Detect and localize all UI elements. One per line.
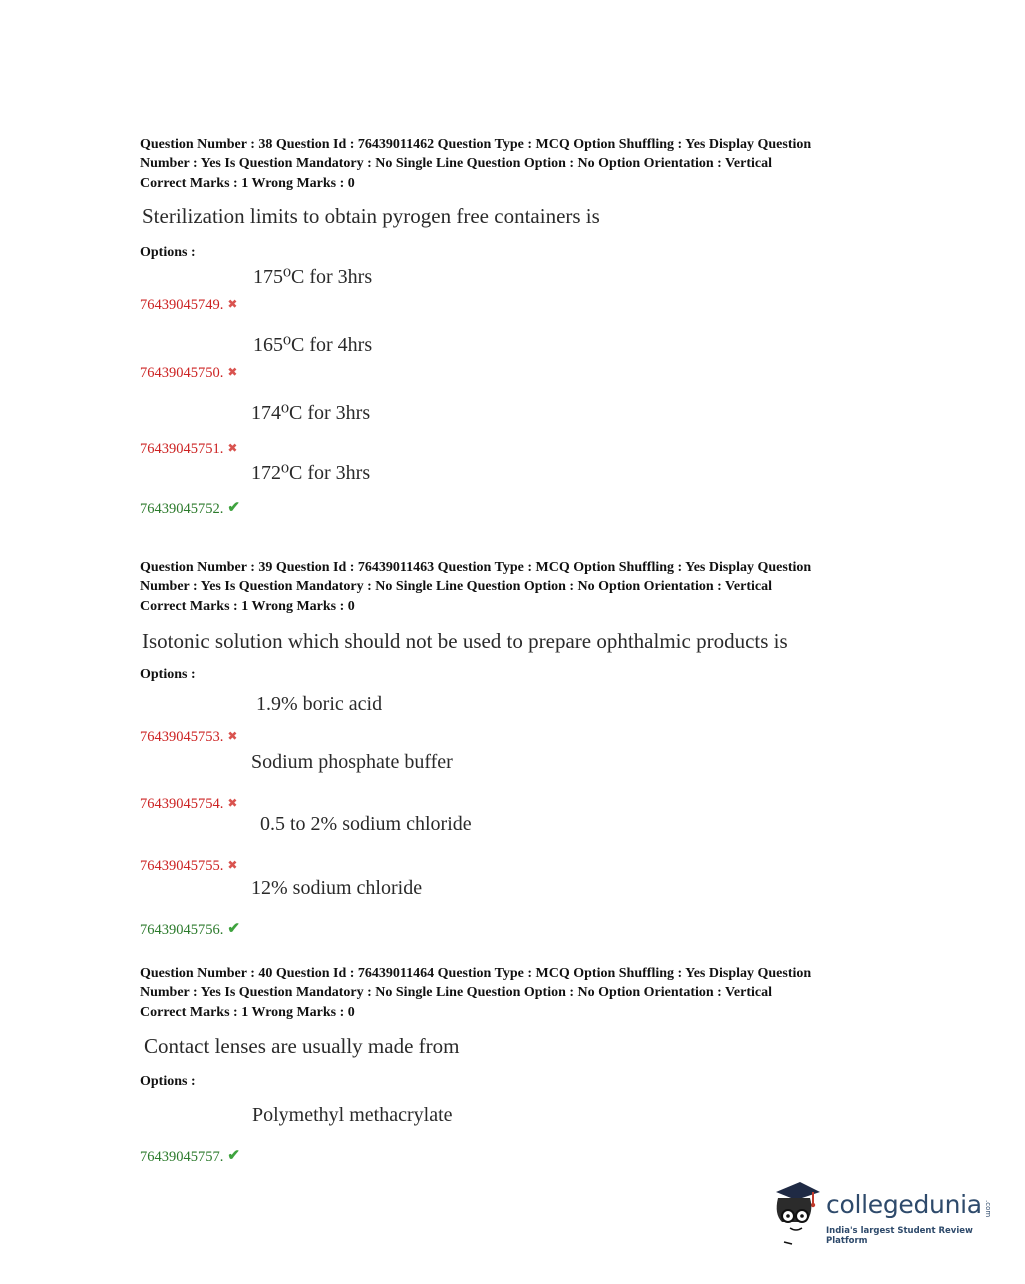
- question-text: Isotonic solution which should not be used to prepare ophthalmic products is: [142, 629, 788, 653]
- option-id: 76439045756. ✔: [140, 921, 240, 938]
- option-item: [140, 332, 740, 382]
- check-icon: ✔: [227, 500, 240, 516]
- option-text: 0.5 to 2% sodium chloride: [260, 813, 472, 835]
- question-meta: Question Number : 40 Question Id : 76439011464 Question Type : MCQ Option Shuffling : Yes Display Question Number : Yes Is Question Mandatory : No Single Line Question Option : No Option Orientation : Vertical Correct Marks : 1 Wrong Marks : 0: [140, 966, 812, 1020]
- option-item: [140, 813, 740, 874]
- option-text: 12% sodium chloride: [251, 877, 423, 899]
- question-block: [140, 559, 880, 938]
- cross-icon: ✖: [227, 858, 238, 872]
- cross-icon: ✖: [227, 365, 238, 379]
- option-item: [140, 751, 740, 812]
- logo-wordmark: collegedunia: [826, 1190, 982, 1219]
- check-icon: ✔: [227, 921, 240, 937]
- options-label: Options :: [140, 1074, 196, 1089]
- logo-tagline: India's largest Student Review Platform: [826, 1226, 973, 1246]
- option-item: [140, 877, 740, 938]
- option-id: 76439045750. ✖: [140, 365, 238, 381]
- option-text: 174⁰C for 3hrs: [251, 402, 371, 424]
- question-text: Sterilization limits to obtain pyrogen free containers is: [142, 204, 600, 228]
- option-item: [140, 400, 740, 457]
- option-id: 76439045752. ✔: [140, 500, 240, 517]
- option-text: 1.9% boric acid: [256, 693, 383, 715]
- option-text: Polymethyl methacrylate: [252, 1104, 453, 1126]
- cross-icon: ✖: [227, 796, 238, 810]
- option-item: [140, 264, 740, 314]
- question-block: [140, 136, 880, 517]
- option-id: 76439045757. ✔: [140, 1148, 240, 1165]
- option-id: 76439045755. ✖: [140, 858, 238, 874]
- question-meta: Question Number : 39 Question Id : 76439011463 Question Type : MCQ Option Shuffling : Yes Display Question Number : Yes Is Question Mandatory : No Single Line Question Option : No Option Orientation : Vertical Correct Marks : 1 Wrong Marks : 0: [140, 560, 812, 614]
- option-id: 76439045754. ✖: [140, 796, 238, 812]
- option-text: 172⁰C for 3hrs: [251, 462, 371, 484]
- question-block: [140, 965, 880, 1165]
- question-text: Contact lenses are usually made from: [144, 1034, 460, 1058]
- cross-icon: ✖: [227, 729, 238, 743]
- option-id: 76439045749. ✖: [140, 297, 238, 313]
- option-id: 76439045753. ✖: [140, 729, 238, 745]
- option-item: [140, 693, 740, 743]
- options-label: Options :: [140, 245, 196, 260]
- check-icon: ✔: [227, 1148, 240, 1164]
- mascot-icon: [766, 1176, 826, 1252]
- cross-icon: ✖: [227, 441, 238, 455]
- logo-suffix: .com: [984, 1200, 992, 1218]
- option-item: [140, 460, 740, 517]
- cross-icon: ✖: [227, 297, 238, 311]
- question-meta: Question Number : 38 Question Id : 76439011462 Question Type : MCQ Option Shuffling : Yes Display Question Number : Yes Is Question Mandatory : No Single Line Question Option : No Option Orientation : Vertical Correct Marks : 1 Wrong Marks : 0: [140, 137, 812, 191]
- options-label: Options :: [140, 667, 196, 682]
- option-text: Sodium phosphate buffer: [251, 751, 453, 773]
- option-text: 165⁰C for 4hrs: [253, 334, 373, 356]
- option-id: 76439045751. ✖: [140, 441, 238, 457]
- option-item: [140, 1104, 740, 1165]
- collegedunia-logo[interactable]: [766, 1176, 996, 1252]
- option-text: 175⁰C for 3hrs: [253, 266, 373, 288]
